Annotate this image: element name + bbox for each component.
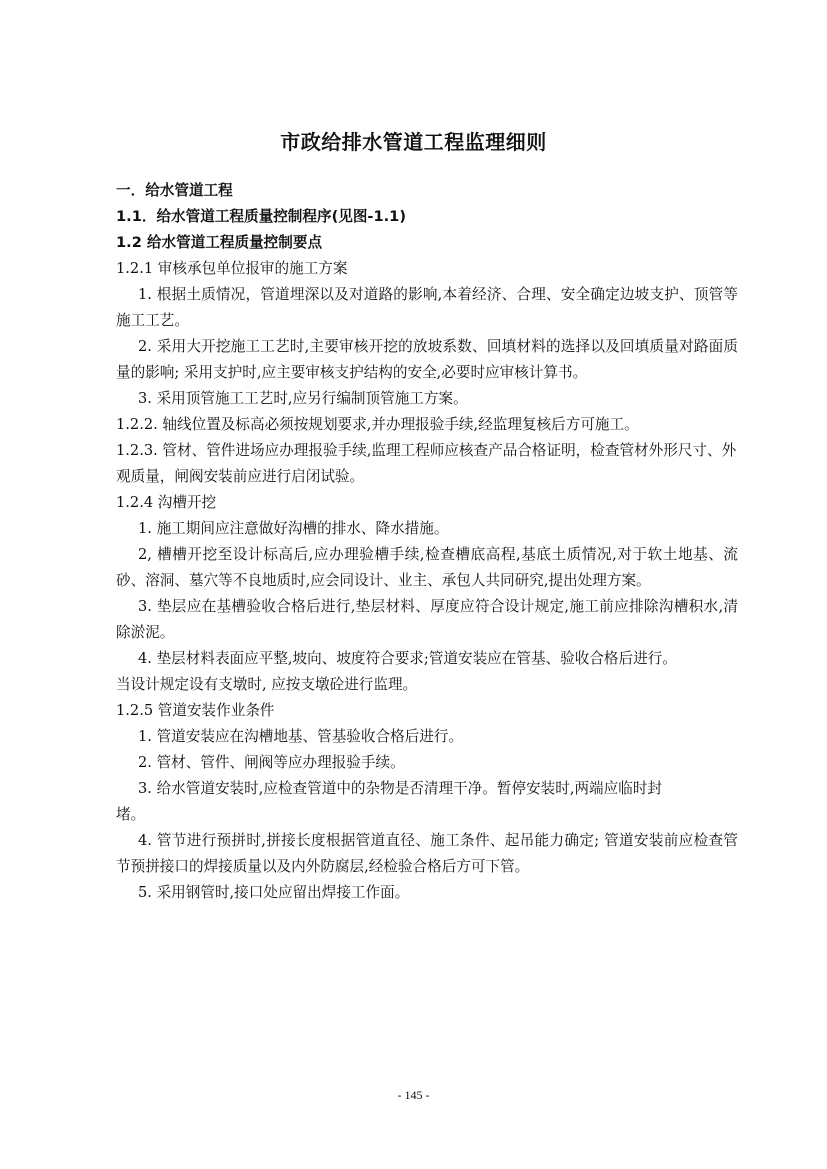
clause-heading-1-2-5: 1.2.5 管道安装作业条件 [116,702,275,719]
list-item-1-2-5-5: 5. 采用钢管时,接口处应留出焊接工作面。 [138,884,410,901]
list-item-1-2-5-3-cont: 堵。 [116,806,146,823]
page-title: 市政给排水管道工程监理细则 [280,130,547,154]
list-item-1-2-5-4: 4. 管节进行预拼时,拼接长度根据管道直径、施工条件、起吊能力确定; 管道安装前应检查管节预拼接口的焊接质量以及内外防腐层,经检验合格后方可下管。 [116,832,738,875]
section-heading-1: 一．给水管道工程 [116,182,233,199]
list-item-1-2-1-3: 3. 采用顶管施工工艺时,应另行编制顶管施工方案。 [138,390,468,407]
list-item-1-2-4-3: 3. 垫层应在基槽验收合格后进行,垫层材料、厚度应符合设计规定,施工前应排除沟槽积水,清除淤泥。 [116,598,738,641]
list-item-1-2-4-1: 1. 施工期间应注意做好沟槽的排水、降水措施。 [138,520,449,537]
list-item-1-2-5-3: 3. 给水管道安装时,应检查管道中的杂物是否清理干净。暂停安装时,两端应临时封 [138,780,663,797]
list-item-1-2-1-1: 1. 根据土质情况，管道埋深以及对道路的影响,本着经济、合理、安全确定边坡支护、顶管等施工工艺。 [116,286,738,329]
subsection-heading-1-1: 1.1．给水管道工程质量控制程序(见图-1.1) [116,208,407,225]
page-number: - 145 - [397,1088,430,1102]
document-body [116,178,738,906]
clause-heading-1-2-1: 1.2.1 审核承包单位报审的施工方案 [116,260,348,277]
list-item-1-2-1-2: 2. 采用大开挖施工工艺时,主要审核开挖的放坡系数、回填材料的选择以及回填质量对路面质量的影响; 采用支护时,应主要审核支护结构的安全,必要时应审核计算书。 [116,338,738,381]
clause-1-2-2: 1.2.2. 轴线位置及标高必须按规划要求,并办理报验手续,经监理复核后方可施工。 [116,416,639,433]
subsection-heading-1-2: 1.2 给水管道工程质量控制要点 [116,234,323,251]
list-item-1-2-5-1: 1. 管道安装应在沟槽地基、管基验收合格后进行。 [138,728,464,745]
list-item-1-2-4-4: 4. 垫层材料表面应平整,坡向、坡度符合要求;管道安装应在管基、验收合格后进行。 [138,650,677,667]
list-item-1-2-4-2: 2, 槽槽开挖至设计标高后,应办理验槽手续,检查槽底高程,基底土质情况,对于软土地基、流砂、溶洞、墓穴等不良地质时,应会同设计、业主、承包人共同研究,提出处理方案。 [116,546,738,589]
clause-heading-1-2-4: 1.2.4 沟槽开挖 [116,494,217,511]
note-pier: 当设计规定设有支墩时, 应按支墩砼进行监理。 [116,676,418,693]
clause-1-2-3: 1.2.3. 管材、管件进场应办理报验手续,监理工程师应核查产品合格证明，检查管材外形尺寸、外观质量，闸阀安装前应进行启闭试验。 [116,442,737,485]
list-item-1-2-5-2: 2. 管材、管件、闸阀等应办理报验手续。 [138,754,405,771]
